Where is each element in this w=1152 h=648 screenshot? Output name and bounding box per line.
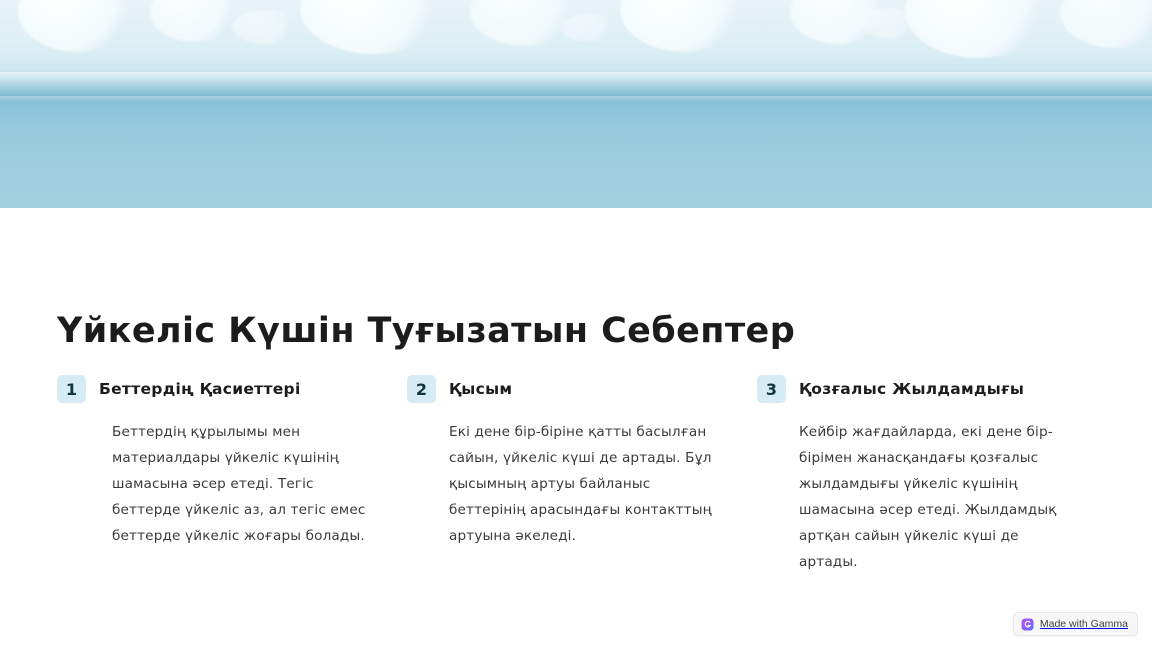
reason-header-1 bbox=[57, 375, 369, 403]
reason-title-1: Беттердің Қасиеттері bbox=[99, 380, 301, 398]
page-title: Үйкеліс Күшін Туғызатын Себептер bbox=[57, 311, 796, 352]
foam-bubble-icon bbox=[300, 0, 450, 54]
reason-body-3: Кейбір жағдайларда, екі дене бір-бірімен жанасқандағы қозғалыс жылдамдығы үйкеліс күшінің шамасына әсер етеді. Жылдамдық артқан сайын үйкеліс күші де артады. bbox=[799, 424, 1057, 570]
reason-header-3 bbox=[757, 375, 1069, 403]
foam-bubble-icon bbox=[905, 0, 1055, 58]
made-with-gamma-label: Made with Gamma bbox=[1039, 618, 1128, 630]
hero-image bbox=[0, 0, 1152, 208]
foam-bubble-icon bbox=[560, 14, 616, 42]
reason-column-1 bbox=[57, 375, 369, 575]
foam-bubble-icon bbox=[1060, 0, 1152, 48]
reason-body-2: Екі дене бір-біріне қатты басылған сайын, үйкеліс күші де артады. Бұл қысымның артуы байланыс беттерінің арасындағы контакттың артуына әкеледі. bbox=[449, 424, 712, 544]
foam-bubble-icon bbox=[620, 0, 750, 52]
reasons-columns bbox=[57, 375, 1097, 575]
hero-highlight-line bbox=[0, 96, 1152, 102]
reason-number-badge-2: 2 bbox=[407, 375, 436, 403]
reason-title-2: Қысым bbox=[449, 380, 513, 398]
hero-highlight-band bbox=[0, 72, 1152, 98]
hero-bottom-fade bbox=[0, 198, 1152, 208]
content-area bbox=[0, 208, 1152, 648]
reason-number-badge-1: 1 bbox=[57, 375, 86, 403]
foam-bubble-icon bbox=[232, 10, 298, 44]
reason-title-3: Қозғалыс Жылдамдығы bbox=[799, 380, 1025, 398]
foam-bubble-icon bbox=[860, 8, 920, 38]
gamma-logo-icon bbox=[1021, 618, 1034, 631]
foam-bubble-icon bbox=[18, 0, 138, 52]
reason-column-2 bbox=[407, 375, 719, 575]
reason-column-3 bbox=[757, 375, 1069, 575]
reason-number-badge-3: 3 bbox=[757, 375, 786, 403]
reason-body-1: Беттердің құрылымы мен материалдары үйкеліс күшінің шамасына әсер етеді. Тегіс беттерде үйкеліс аз, ал тегіс емес беттерде үйкеліс жоғары болады. bbox=[112, 424, 366, 544]
reason-header-2 bbox=[407, 375, 719, 403]
made-with-gamma-badge[interactable] bbox=[1013, 612, 1138, 636]
foam-bubble-icon bbox=[150, 0, 242, 42]
